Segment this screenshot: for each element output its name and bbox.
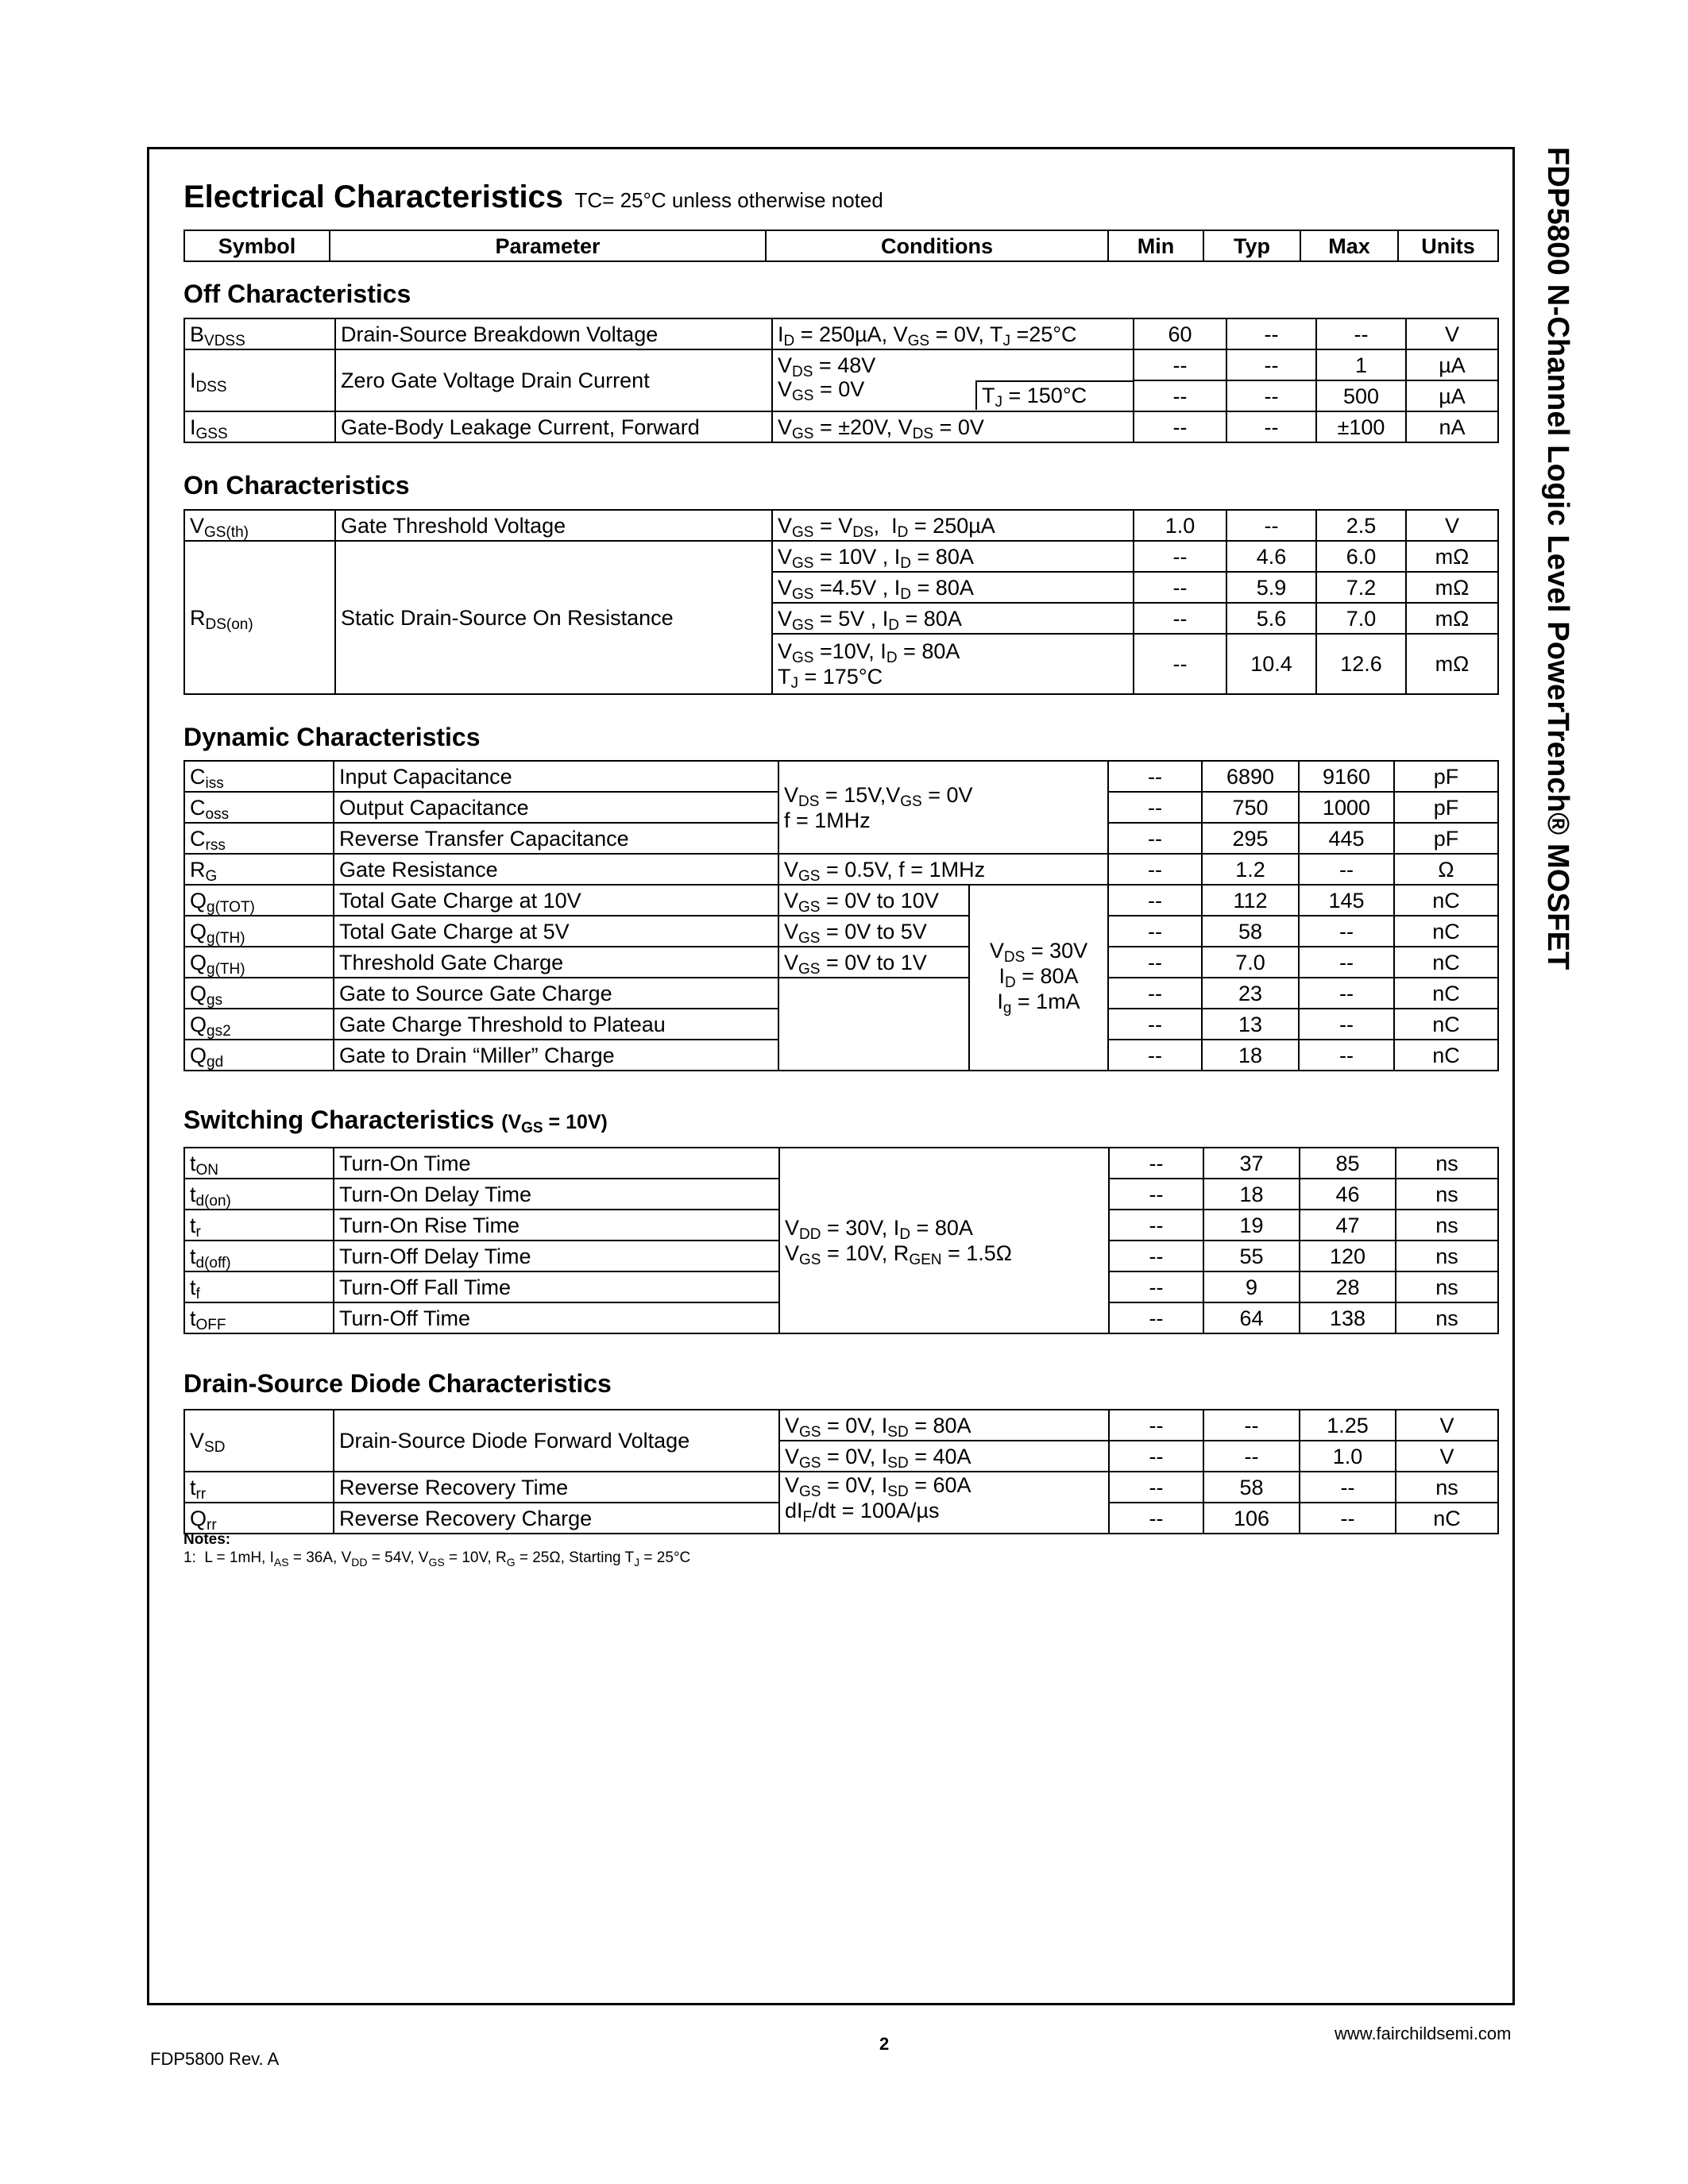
min-cell: -- — [1108, 1009, 1202, 1040]
condition-cell: $V_{GS} =4.5V$ , $I_D = 80A$ — [772, 572, 1134, 603]
section-title-dynamic: Dynamic Characteristics — [183, 723, 481, 751]
unit-cell: nC — [1394, 947, 1498, 978]
table-row — [184, 318, 1498, 349]
condition-cell: $V_{GS} =10V$, $I_D = 80A$ $T_J = 175^\circ C$ — [772, 634, 1134, 694]
switching-table — [183, 1147, 1499, 1334]
condition-cell: $V_{GS} = 0V$ to 1V — [778, 947, 969, 978]
max-cell: -- — [1299, 978, 1394, 1009]
footer-page-number: 2 — [879, 2034, 890, 2054]
symbol-cell: $I_{DSS}$ — [184, 349, 335, 411]
min-cell: -- — [1108, 792, 1202, 823]
max-cell: 47 — [1300, 1210, 1396, 1241]
unit-cell: V — [1396, 1441, 1498, 1472]
table-row — [184, 510, 1498, 541]
parameter-cell: Total Gate Charge at 10V — [334, 885, 778, 916]
typ-cell: -- — [1226, 411, 1316, 442]
col-units: Units — [1398, 230, 1498, 261]
switching-title: Switching Characteristics — [183, 1106, 495, 1134]
min-cell: -- — [1109, 1503, 1203, 1534]
max-cell: -- — [1300, 1503, 1396, 1534]
max-cell: -- — [1299, 854, 1394, 885]
parameter-cell: Zero Gate Voltage Drain Current — [335, 349, 772, 411]
min-cell: -- — [1134, 349, 1226, 380]
symbol-cell: $V_{GS(th)}$ — [184, 510, 335, 541]
condition-cell: $V_{DS} = 15V,V_{GS} = 0V$ f = 1MHz — [778, 761, 1108, 854]
typ-cell: 58 — [1202, 916, 1299, 947]
symbol-cell: $t_{d(off)}$ — [184, 1241, 334, 1271]
symbol-cell: $C_{oss}$ — [184, 792, 334, 823]
max-cell: ±100 — [1316, 411, 1406, 442]
unit-cell: ns — [1396, 1179, 1498, 1210]
table-row — [184, 349, 1498, 380]
parameter-cell: Gate Threshold Voltage — [335, 510, 772, 541]
parameter-cell: Turn-On Delay Time — [334, 1179, 779, 1210]
table-row — [184, 947, 1498, 978]
unit-cell: nC — [1396, 1503, 1498, 1534]
parameter-cell: Gate to Drain “Miller” Charge — [334, 1040, 778, 1071]
typ-cell: 295 — [1202, 823, 1299, 854]
min-cell: 60 — [1134, 318, 1226, 349]
min-cell: -- — [1109, 1472, 1203, 1503]
typ-cell: 58 — [1203, 1472, 1300, 1503]
min-cell: -- — [1109, 1271, 1203, 1302]
unit-cell: pF — [1394, 761, 1498, 792]
parameter-cell: Reverse Transfer Capacitance — [334, 823, 778, 854]
min-cell: -- — [1108, 1040, 1202, 1071]
max-cell: -- — [1299, 947, 1394, 978]
table-row — [184, 1472, 1498, 1503]
col-symbol: Symbol — [184, 230, 330, 261]
typ-cell: 5.9 — [1226, 572, 1316, 603]
max-cell: 445 — [1299, 823, 1394, 854]
symbol-cell: $Q_{g(TH)}$ — [184, 916, 334, 947]
min-cell: -- — [1109, 1179, 1203, 1210]
parameter-cell: Gate-Body Leakage Current, Forward — [335, 411, 772, 442]
table-row — [184, 541, 1498, 572]
typ-cell: 750 — [1202, 792, 1299, 823]
symbol-cell: $Q_{g(TOT)}$ — [184, 885, 334, 916]
min-cell: -- — [1134, 634, 1226, 694]
symbol-cell: $C_{rss}$ — [184, 823, 334, 854]
section-title-diode: Drain-Source Diode Characteristics — [183, 1369, 612, 1398]
empty-condition-cell — [778, 978, 969, 1071]
typ-cell: 19 — [1203, 1210, 1300, 1241]
typ-cell: 64 — [1203, 1302, 1300, 1333]
symbol-cell: $t_{rr}$ — [184, 1472, 334, 1503]
unit-cell: nC — [1394, 1009, 1498, 1040]
parameter-cell: Drain-Source Diode Forward Voltage — [334, 1410, 779, 1472]
section-title-off: Off Characteristics — [183, 280, 411, 308]
unit-cell: nC — [1394, 1040, 1498, 1071]
parameter-cell: Total Gate Charge at 5V — [334, 916, 778, 947]
unit-cell: nC — [1394, 916, 1498, 947]
side-title — [1535, 147, 1574, 1195]
min-cell: -- — [1108, 916, 1202, 947]
min-cell: -- — [1109, 1210, 1203, 1241]
min-cell: -- — [1109, 1302, 1203, 1333]
unit-cell: nC — [1394, 885, 1498, 916]
parameter-cell: Output Capacitance — [334, 792, 778, 823]
min-cell: -- — [1108, 885, 1202, 916]
table-row — [184, 885, 1498, 916]
unit-cell: mΩ — [1406, 541, 1498, 572]
condition-cell: $V_{GS} = V_{DS}$, $I_D = 250\mu A$ — [772, 510, 1134, 541]
symbol-cell: $Q_{gs2}$ — [184, 1009, 334, 1040]
table-row — [184, 916, 1498, 947]
symbol-cell: $Q_{gs}$ — [184, 978, 334, 1009]
typ-cell: 106 — [1203, 1503, 1300, 1534]
symbol-cell: $Q_{rr}$ — [184, 1503, 334, 1534]
condition-cell: $V_{GS} = 0V$ to 5V — [778, 916, 969, 947]
condition-cell: $V_{DD} = 30V$, $I_D = 80A$ $V_{GS} = 10V$, $R_{GEN} = 1.5\Omega$ — [779, 1148, 1109, 1333]
footer-website-link[interactable]: www.fairchildsemi.com — [1335, 2024, 1512, 2043]
min-cell: -- — [1108, 761, 1202, 792]
max-cell: 7.2 — [1316, 572, 1406, 603]
symbol-cell: $R_{DS(on)}$ — [184, 541, 335, 694]
typ-cell: -- — [1226, 380, 1316, 411]
symbol-cell: $Q_{gd}$ — [184, 1040, 334, 1071]
min-cell: -- — [1134, 411, 1226, 442]
typ-cell: 6890 — [1202, 761, 1299, 792]
max-cell: 6.0 — [1316, 541, 1406, 572]
unit-cell: µA — [1406, 380, 1498, 411]
parameter-cell: Gate to Source Gate Charge — [334, 978, 778, 1009]
table-row — [184, 761, 1498, 792]
header-note: TC= 25°C unless otherwise noted — [574, 188, 883, 212]
max-cell: 2.5 — [1316, 510, 1406, 541]
footer-revision: FDP5800 Rev. A — [150, 2049, 280, 2069]
max-cell: -- — [1299, 1009, 1394, 1040]
parameter-cell: Gate Resistance — [334, 854, 778, 885]
min-cell: -- — [1109, 1441, 1203, 1472]
max-cell: 28 — [1300, 1271, 1396, 1302]
max-cell: 1000 — [1299, 792, 1394, 823]
typ-cell: -- — [1226, 318, 1316, 349]
typ-cell: -- — [1203, 1441, 1300, 1472]
min-cell: -- — [1108, 947, 1202, 978]
typ-cell: 23 — [1202, 978, 1299, 1009]
min-cell: -- — [1134, 380, 1226, 411]
section-header — [183, 179, 883, 215]
typ-cell: 18 — [1202, 1040, 1299, 1071]
max-cell: 120 — [1300, 1241, 1396, 1271]
dynamic-table — [183, 760, 1499, 1071]
parameter-cell: Gate Charge Threshold to Plateau — [334, 1009, 778, 1040]
notes-label: Notes: — [183, 1531, 231, 1548]
min-cell: -- — [1108, 854, 1202, 885]
typ-cell: -- — [1226, 349, 1316, 380]
parameter-cell: Turn-Off Delay Time — [334, 1241, 779, 1271]
symbol-cell: $t_r$ — [184, 1210, 334, 1241]
gate-charge-condition: $V_{DS} = 30V$ $I_D = 80A$ $I_g = 1mA$ — [969, 885, 1108, 1071]
max-cell: 1 — [1316, 349, 1406, 380]
unit-cell: ns — [1396, 1472, 1498, 1503]
min-cell: 1.0 — [1134, 510, 1226, 541]
col-min: Min — [1108, 230, 1203, 261]
unit-cell: pF — [1394, 792, 1498, 823]
unit-cell: mΩ — [1406, 603, 1498, 634]
condition-cell: $V_{GS} = \pm 20V$, $V_{DS} = 0V$ — [772, 411, 1134, 442]
symbol-cell: $C_{iss}$ — [184, 761, 334, 792]
unit-cell: ns — [1396, 1241, 1498, 1271]
diode-table — [183, 1409, 1499, 1534]
typ-cell: 9 — [1203, 1271, 1300, 1302]
unit-cell: ns — [1396, 1210, 1498, 1241]
min-cell: -- — [1108, 823, 1202, 854]
max-cell: 12.6 — [1316, 634, 1406, 694]
col-conditions: Conditions — [766, 230, 1108, 261]
note-1: 1: L = 1mH, $I_{AS} = 36A$, $V_{DD} = 54V$, $V_{GS} = 10V$, $R_G = 25\Omega$, Starting $T_J = 25^\circ C$ — [183, 1549, 691, 1569]
typ-cell: 112 — [1202, 885, 1299, 916]
unit-cell: µA — [1406, 349, 1498, 380]
max-cell: 85 — [1300, 1148, 1396, 1179]
typ-cell: -- — [1203, 1410, 1300, 1441]
column-header-table — [183, 230, 1499, 262]
typ-cell: -- — [1226, 510, 1316, 541]
parameter-cell: Turn-Off Time — [334, 1302, 779, 1333]
parameter-cell: Turn-On Rise Time — [334, 1210, 779, 1241]
typ-cell: 1.2 — [1202, 854, 1299, 885]
typ-cell: 55 — [1203, 1241, 1300, 1271]
col-parameter: Parameter — [330, 230, 766, 261]
typ-cell: 13 — [1202, 1009, 1299, 1040]
symbol-cell: $t_{ON}$ — [184, 1148, 334, 1179]
table-row — [184, 1410, 1498, 1441]
page-title: Electrical Characteristics — [183, 179, 564, 214]
max-cell: 9160 — [1299, 761, 1394, 792]
unit-cell: nA — [1406, 411, 1498, 442]
condition-cell: $V_{GS} = 0V$, $I_{SD} = 80A$ — [779, 1410, 1109, 1441]
parameter-cell: Static Drain-Source On Resistance — [335, 541, 772, 694]
typ-cell: 18 — [1203, 1179, 1300, 1210]
condition-frequency: f = 1MHz — [784, 808, 871, 832]
max-cell: -- — [1299, 916, 1394, 947]
parameter-cell: Turn-Off Fall Time — [334, 1271, 779, 1302]
unit-cell: mΩ — [1406, 634, 1498, 694]
unit-cell: ns — [1396, 1302, 1498, 1333]
min-cell: -- — [1109, 1148, 1203, 1179]
typ-cell: 37 — [1203, 1148, 1300, 1179]
condition-cell: $V_{GS} = 5V$ , $I_D = 80A$ — [772, 603, 1134, 634]
parameter-cell: Threshold Gate Charge — [334, 947, 778, 978]
unit-cell: V — [1406, 510, 1498, 541]
typ-cell: 5.6 — [1226, 603, 1316, 634]
max-cell: 7.0 — [1316, 603, 1406, 634]
symbol-cell: $t_f$ — [184, 1271, 334, 1302]
section-title-on: On Characteristics — [183, 471, 410, 500]
min-cell: -- — [1108, 978, 1202, 1009]
symbol-cell: $I_{GSS}$ — [184, 411, 335, 442]
unit-cell: ns — [1396, 1271, 1498, 1302]
symbol-cell: $B_{VDSS}$ — [184, 318, 335, 349]
max-cell: 138 — [1300, 1302, 1396, 1333]
max-cell: 1.25 — [1300, 1410, 1396, 1441]
max-cell: 145 — [1299, 885, 1394, 916]
column-header-row — [184, 230, 1498, 261]
parameter-cell: Reverse Recovery Time — [334, 1472, 779, 1503]
max-cell: 1.0 — [1300, 1441, 1396, 1472]
off-table — [183, 318, 1499, 443]
max-cell: -- — [1299, 1040, 1394, 1071]
condition-cell: $V_{GS} = 0V$ to 10V — [778, 885, 969, 916]
unit-cell: ns — [1396, 1148, 1498, 1179]
switching-subtitle: $(V_{GS} = 10V)$ — [501, 1111, 608, 1136]
min-cell: -- — [1134, 603, 1226, 634]
max-cell: -- — [1316, 318, 1406, 349]
notes — [183, 1530, 690, 1567]
min-cell: -- — [1134, 572, 1226, 603]
unit-cell: V — [1406, 318, 1498, 349]
typ-cell: 7.0 — [1202, 947, 1299, 978]
condition-cell: $V_{GS} = 0V$, $I_{SD} = 60A$ $dI_F/dt = 100A/\mu s$ — [779, 1472, 1109, 1534]
condition-cell: $I_D = 250\mu A$, $V_{GS} = 0V$, $T_J =25^\circ C$ — [772, 318, 1134, 349]
side-title-text: FDP5800 N-Channel Logic Level PowerTrench® MOSFET — [1541, 147, 1574, 970]
on-table — [183, 509, 1499, 695]
parameter-cell: Reverse Recovery Charge — [334, 1503, 779, 1534]
col-max: Max — [1300, 230, 1398, 261]
condition-cell: $V_{DS} = 48V$ $V_{GS} = 0V$ $T_J = 150^\circ C$ — [772, 349, 1134, 411]
col-typ: Typ — [1203, 230, 1300, 261]
symbol-cell: $R_G$ — [184, 854, 334, 885]
table-row — [184, 978, 1498, 1009]
table-row — [184, 1148, 1498, 1179]
max-cell: 46 — [1300, 1179, 1396, 1210]
symbol-cell: $Q_{g(TH)}$ — [184, 947, 334, 978]
min-cell: -- — [1109, 1410, 1203, 1441]
parameter-cell: Input Capacitance — [334, 761, 778, 792]
unit-cell: nC — [1394, 978, 1498, 1009]
symbol-cell: $t_{d(on)}$ — [184, 1179, 334, 1210]
unit-cell: mΩ — [1406, 572, 1498, 603]
max-cell: -- — [1300, 1472, 1396, 1503]
table-row — [184, 854, 1498, 885]
unit-cell: Ω — [1394, 854, 1498, 885]
unit-cell: V — [1396, 1410, 1498, 1441]
unit-cell: pF — [1394, 823, 1498, 854]
tj-condition: $T_J = 150^\circ C$ — [975, 380, 1134, 410]
condition-cell: $V_{GS} = 0.5V$, f = 1MHz — [778, 854, 1108, 885]
symbol-cell: $t_{OFF}$ — [184, 1302, 334, 1333]
min-cell: -- — [1109, 1241, 1203, 1271]
min-cell: -- — [1134, 541, 1226, 572]
parameter-cell: Drain-Source Breakdown Voltage — [335, 318, 772, 349]
condition-cell: $V_{GS} = 0V$, $I_{SD} = 40A$ — [779, 1441, 1109, 1472]
parameter-cell: Turn-On Time — [334, 1148, 779, 1179]
symbol-cell: $V_{SD}$ — [184, 1410, 334, 1472]
typ-cell: 4.6 — [1226, 541, 1316, 572]
table-row — [184, 411, 1498, 442]
condition-cell: $V_{GS} = 10V$ , $I_D = 80A$ — [772, 541, 1134, 572]
section-title-switching — [183, 1106, 608, 1135]
max-cell: 500 — [1316, 380, 1406, 411]
typ-cell: 10.4 — [1226, 634, 1316, 694]
